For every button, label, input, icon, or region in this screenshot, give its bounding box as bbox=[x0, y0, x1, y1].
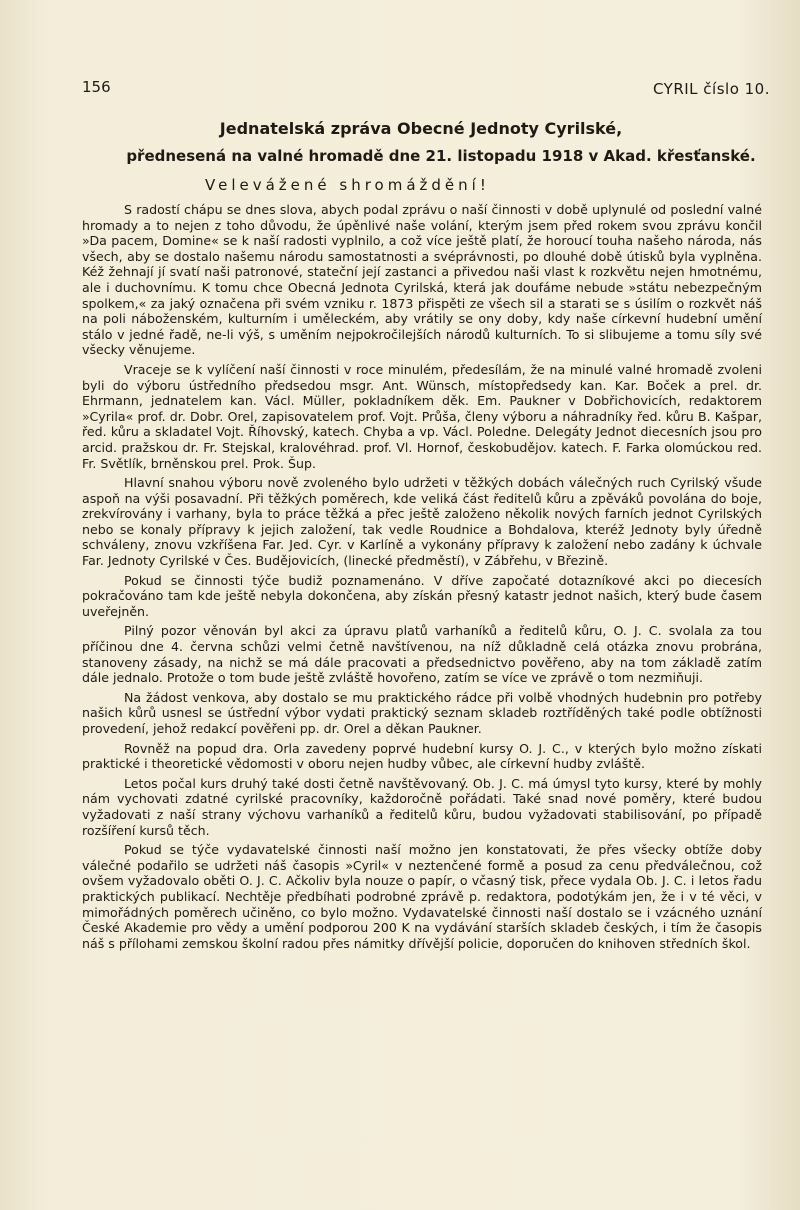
running-title: CYRIL číslo 10. bbox=[652, 80, 770, 98]
page-number: 156 bbox=[82, 78, 111, 96]
paragraph: Pokud se činnosti týče budiž poznamenáno. V dříve započaté dotazníkové akci po diecesích pokračováno tam kde ještě nebyla dokončena, aby získán přesný katastr jednot našich, který bude časem uveřejněn. bbox=[82, 572, 762, 619]
paragraph: Rovněž na popud dra. Orla zavedeny poprvé hudební kursy O. J. C., v kterých bylo možno získati praktické i theoretické vědomosti v oboru nejen hudby vůbec, ale církevní hudby zvláště. bbox=[82, 740, 762, 772]
article-title bbox=[82, 118, 760, 166]
paragraph: Vraceje se k vylíčení naší činnosti v roce minulém, předesílám, že na minulé valné hromadě zvoleni byli do výboru ústředního předsedou msgr. Ant. Wünsch, místopředsedy kan. Kar. Boček a prel. dr. Ehrmann, jednatelem kan. Václ. Müller, pokladníkem děk. Em. Paukner v Dobřichovicích, redaktorem »Cyrila« prof. dr. Dobr. Orel, zapisovatelem prof. Vojt. Průša, členy výboru a náhradníky řed. kůru B. Kašpar, řed. kůru a skladatel Vojt. Říhovský, katech. Chyba a vp. Václ. Poledne. Delegáty Jednot diecesních jsou pro arcid. pražskou dr. Fr. Stejskal, kralovéhrad. prof. Vl. Hornof, českobudějov. katech. F. Farka olomúckou red. Fr. Světlík, brněnskou prel. Prok. Šup. bbox=[82, 361, 762, 471]
paragraph: Letos počal kurs druhý také dosti četně navštěvovaný. Ob. J. C. má úmysl tyto kursy, které by mohly nám vychovati zdatné cyrilské pracovníky, každoročně pořádati. Také snad nové poměry, které budou vyžadovati z naší strany výchovu varhaníků a ředitelů kůru, budou vyžadovati stabilisování, po případě rozšíření kursů těch. bbox=[82, 775, 762, 838]
page-header bbox=[82, 78, 770, 102]
title-line-1: Jednatelská zpráva Obecné Jednoty Cyrilské, bbox=[219, 119, 623, 138]
paragraph: Pokud se týče vydavatelské činnosti naší možno jen konstatovati, že přes všecky obtíže doby válečné podařilo se udržeti náš časopis »Cyril« v neztenčené formě a posud za cenu předválečnou, což ovšem vyžadovalo oběti O. J. C. Ačkoliv byla nouze o papír, o včasný tisk, přece vydala Ob. J. C. i letos řadu praktických publikací. Nechtěje předbíhati podrobné zprávě p. redaktora, podotýkám jen, že i v té věci, v mimořádných poměrech učiněno, co bylo možno. Vydavatelské činnosti naší dostalo se i vzácného uznání České Akademie pro vědy a umění podporou 200 K na vydávání starších skladeb českých, i tím že časopis náš s přílohami zemskou školní radou přes námitky dřívější policie, doporučen do knihoven středních škol. bbox=[82, 842, 762, 951]
paragraph: S radostí chápu se dnes slova, abych podal zprávu o naší činnosti v době uplynulé od poslední valné hromady a to nejen z toho důvodu, že úpěnlivé naše volání, kterým jsem před rokem svou zprávu končil »Da pacem, Domine« se k naší radosti vyplnilo, a což více ještě platí, že horoucí touha našeho národa, nás všech, aby se dostalo našemu národu samostatnosti a svéprávnosti, po dlouhé době útisků byla vyplněna. Kéž žehnají jí svatí naši patronové, stateční její zastanci a přivedou naši vlast k rozkvětu nejen hmotnému, ale i duchovnímu. K tomu chce Obecná Jednota Cyrilská, která jak doufáme nebude »státu nebezpečným spolkem,« za jaký označena při svém vzniku r. 1873 přispěti ze všech sil a starati se s úsilím o rozkvět náš na poli náboženském, kulturním i uměleckém, aby vrátily se ony doby, kdy naše církevní hudební umění stálo v jedné řadě, ne-li výš, s uměním nejpokročilejších národů kulturních. To si slibujeme a tomu síly své všecky věnujeme. bbox=[82, 202, 762, 358]
paragraph: Hlavní snahou výboru nově zvoleného bylo udržeti v těžkých dobách válečných ruch Cyrilský všude aspoň na výši posavadní. Při těžkých poměrech, kde veliká část ředitelů kůru a zpěváků povolána do boje, zrekvírovány i varhany, byla to práce těžká a přec ještě založeno několik nových farních jednot Cyrilských nebo se konaly přípravy k jejich založení, tak vedle Roudnice a Bohdalova, kteréž Jednoty byly úředně schváleny, znovu vzkříšena Far. Jed. Cyr. v Karlíně a vykonány přípravy k založení nebo zadány k úchvale Far. Jednoty Cyrilské v Čes. Budějovicích, (linecké předměstí), v Zábřehu, v Březině. bbox=[82, 475, 762, 569]
article-body bbox=[82, 202, 762, 955]
paragraph: Pilný pozor věnován byl akci za úpravu platů varhaníků a ředitelů kůru, O. J. C. svolala za tou příčinou dne 4. června schůzi velmi četně navštívenou, na níž důkladně celá otázka znovu probrána, stanoveny zásady, na nichž se má dále pracovati a předsednictvo pověřeno, aby na tom základě zatím dále jednalo. Protože o tom bude ještě zvláště hovořeno, zatím se více ve zprávě o tom nezmiňuji. bbox=[82, 623, 762, 686]
paragraph: Na žádost venkova, aby dostalo se mu praktického rádce při volbě vhodných hudebnin pro potřeby našich kůrů usnesl se ústřední výbor vydati praktický seznam skladeb roztříděných také podle obtížnosti provedení, jehož redakcí pověřeni pp. dr. Orel a děkan Paukner. bbox=[82, 689, 762, 736]
title-line-2: přednesená na valné hromadě dne 21. listopadu 1918 v Akad. křesťanské. bbox=[126, 147, 756, 165]
salutation: Velevážené shromáždění! bbox=[205, 176, 490, 194]
